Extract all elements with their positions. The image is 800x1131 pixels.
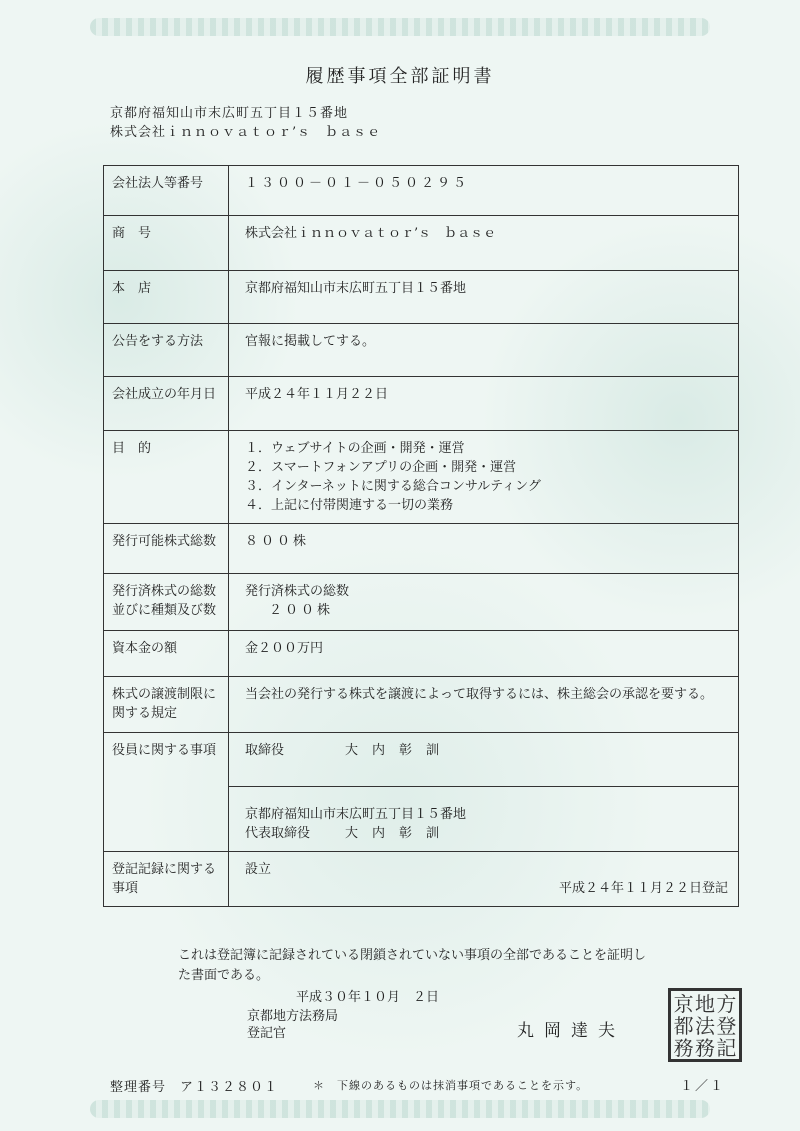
seal-char: 記 (716, 1036, 737, 1060)
row-transfer-restriction (104, 677, 739, 733)
certification-role: 登記官 (247, 1026, 287, 1041)
label-transfer-line1: 株式の譲渡制限に (112, 687, 217, 702)
value-public-notice: 官報に掲載してする。 (229, 324, 739, 377)
director-title: 取締役 (245, 743, 285, 758)
seal-char: 法 (694, 1014, 715, 1038)
value-purpose (229, 431, 739, 524)
seal-char: 登 (716, 1014, 737, 1038)
certification-date: 平成３０年１０月 ２日 (296, 990, 440, 1005)
label-established: 会社成立の年月日 (104, 377, 229, 431)
registration-value: 設立 (245, 862, 272, 877)
label-registration (104, 852, 229, 907)
seal-char: 都 (673, 1014, 694, 1038)
label-issued-shares-line2: 並びに種類及び数 (112, 603, 217, 618)
registrar-name: 丸岡達夫 (517, 1021, 625, 1041)
purpose-item: ４．上記に付帯関連する一切の業務 (245, 498, 454, 513)
row-purpose (104, 431, 739, 524)
row-established (104, 377, 739, 431)
value-issued-shares (229, 574, 739, 631)
purpose-item: １．ウェブサイトの企画・開発・運営 (245, 441, 465, 456)
row-public-notice (104, 324, 739, 377)
label-officers: 役員に関する事項 (104, 733, 229, 852)
label-authorized-shares: 発行可能株式総数 (104, 524, 229, 574)
value-registration (229, 852, 739, 907)
row-officers-director (104, 733, 739, 787)
value-issued-shares-line1: 発行済株式の総数 (245, 584, 350, 599)
value-trade-name: 株式会社ｉｎｎｏｖａｔｏｒ’ｓ ｂａｓｅ (229, 216, 739, 271)
official-seal (668, 988, 742, 1062)
row-capital (104, 631, 739, 677)
row-trade-name (104, 216, 739, 271)
label-public-notice: 公告をする方法 (104, 324, 229, 377)
purpose-item: ２．スマートフォンアプリの企画・開発・運営 (245, 460, 517, 475)
purpose-item: ３．インターネットに関する総合コンサルティング (245, 479, 541, 494)
row-corp-number (104, 166, 739, 216)
security-pattern-top (90, 18, 710, 36)
value-director (229, 733, 739, 787)
label-transfer-restriction (104, 677, 229, 733)
footer-note: ＊ 下線のあるものは抹消事項であることを示す。 (313, 1079, 589, 1092)
reference-number: 整理番号 ア１３２８０１ (110, 1080, 279, 1095)
seal-char: 務 (694, 1036, 715, 1060)
value-capital: 金２００万円 (229, 631, 739, 677)
row-registration (104, 852, 739, 907)
registration-date: 平成２４年１１月２２日登記 (558, 881, 728, 896)
label-registration-line2: 事項 (112, 881, 139, 896)
label-transfer-line2: 関する規定 (112, 706, 178, 721)
label-corp-number: 会社法人等番号 (104, 166, 229, 216)
director-name: 大内彰訓 (345, 743, 454, 758)
page-number: １／１ (680, 1079, 726, 1094)
seal-char: 地 (694, 992, 715, 1016)
label-capital: 資本金の額 (104, 631, 229, 677)
value-issued-shares-line2: ２００株 (269, 603, 334, 618)
label-issued-shares-line1: 発行済株式の総数 (112, 584, 217, 599)
label-trade-name: 商 号 (104, 216, 229, 271)
row-head-office (104, 271, 739, 324)
value-established: 平成２４年１１月２２日 (229, 377, 739, 431)
header-company: 株式会社ｉｎｎｏｖａｔｏｒ’ｓ ｂａｓｅ (110, 125, 382, 140)
certification-text: これは登記簿に記録されている閉鎖されていない事項の全部であることを証明した書面である。 (178, 948, 647, 983)
value-transfer-restriction: 当会社の発行する株式を譲渡によって取得するには、株主総会の承認を要する。 (229, 677, 739, 733)
certification-office: 京都地方法務局 (247, 1009, 339, 1024)
rep-title: 代表取締役 (245, 826, 311, 841)
registry-table (103, 165, 739, 907)
value-representative (229, 787, 739, 852)
label-head-office: 本 店 (104, 271, 229, 324)
row-authorized-shares (104, 524, 739, 574)
seal-char: 務 (673, 1036, 694, 1060)
row-issued-shares (104, 574, 739, 631)
document-title: 履歴事項全部証明書 (305, 66, 495, 87)
value-corp-number: １３００－０１－０５０２９５ (229, 166, 739, 216)
label-registration-line1: 登記記録に関する (112, 862, 217, 877)
security-pattern-bottom (90, 1100, 710, 1118)
label-issued-shares (104, 574, 229, 631)
seal-char: 方 (716, 992, 737, 1016)
label-purpose: 目 的 (104, 431, 229, 524)
value-head-office: 京都府福知山市末広町五丁目１５番地 (229, 271, 739, 324)
header-address: 京都府福知山市末広町五丁目１５番地 (110, 106, 349, 121)
rep-address: 京都府福知山市末広町五丁目１５番地 (245, 807, 467, 822)
seal-char: 京 (673, 992, 694, 1016)
rep-name: 大内彰訓 (345, 826, 454, 841)
value-authorized-shares: ８００株 (229, 524, 739, 574)
